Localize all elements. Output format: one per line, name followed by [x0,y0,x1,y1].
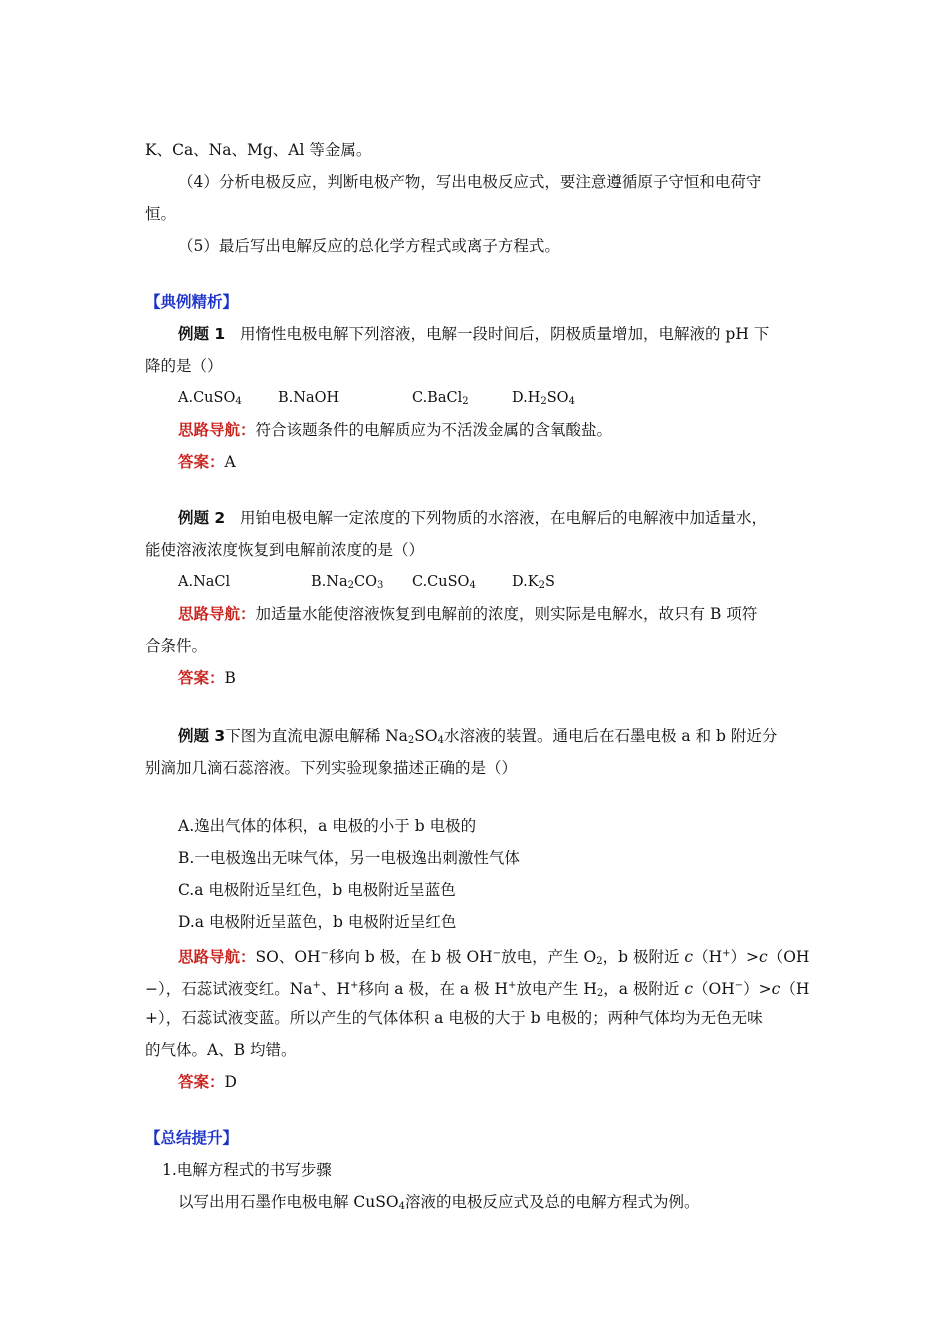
continuation-line: K、Ca、Na、Mg、Al 等金属。 [145,141,372,159]
answer-label: 答案： [178,453,225,471]
step-4-line-cont: 恒。 [145,205,177,223]
example-1-guide [178,420,612,440]
answer-value: D [224,1073,237,1091]
example-2-question-cont: 能使溶液浓度恢复到电解前浓度的是（） [145,541,425,559]
example-3-label: 例题 3 [178,727,226,745]
example-3-answer [178,1072,237,1092]
summary-item-1: 1.电解方程式的书写步骤 [162,1161,332,1179]
example-1-question-text: 用惰性电极电解下列溶液，电解一段时间后，阴极质量增加，电解液的 pH 下 [239,325,770,343]
guide-text: 符合该题条件的电解质应为不活泼金属的含氧酸盐。 [255,421,613,439]
example-3-guide-line-3: +），石蕊试液变蓝。所以产生的气体体积 a 电极的大于 b 电极的；两种气体均为无色无味 [145,1009,763,1027]
answer-value: A [224,453,236,471]
example-2-answer [178,668,236,688]
example-3-option-d: D.a 电极附近呈蓝色，b 电极附近呈红色 [178,913,457,931]
example-2-option-c: C.CuSO$_4$ [412,574,476,591]
summary-item-1-detail: 以写出用石墨作电极电解 CuSO$_4$溶液的电极反应式及总的电解方程式为例。 [178,1193,700,1212]
example-1-option-d: $D.H_2SO_4$ [512,390,575,407]
example-2-question [178,508,767,528]
example-3-question-cont: 别滴加几滴石蕊溶液。下列实验现象描述正确的是（） [145,759,518,777]
example-1-option-c: C.BaCl$_2$ [412,390,469,407]
example-2-option-a: A.NaCl [178,574,231,590]
example-1-question [178,324,769,344]
example-1-answer [178,452,236,472]
section-heading-summary: 【总结提升】 [145,1129,239,1147]
example-1-option-b: B.NaOH [278,390,340,406]
example-3-option-c: C.a 电极附近呈红色，b 电极附近呈蓝色 [178,881,456,899]
example-1-question-cont: 降的是（） [145,357,223,375]
example-3-question: 例题 3下图为直流电源电解稀 $Na_2SO_4$水溶液的装置。通电后在石墨电极 a 和 b 附近分 [178,727,778,746]
guide-label: 思路导航： [178,421,256,439]
guide-text: 加适量水能使溶液恢复到电解前的浓度，则实际是电解水，故只有 B 项符 [255,605,758,623]
example-2-option-d: $D.K_2S$ [512,574,555,591]
step-4-line: （4）分析电极反应，判断电极产物，写出电极反应式，要注意遵循原子守恒和电荷守 [178,173,762,191]
example-1-option-a: A.CuSO$_4$ [178,390,242,407]
example-3-option-b: B.一电极逸出无味气体，另一电极逸出刺激性气体 [178,849,520,867]
example-1-label: 例题 1 [178,325,226,343]
answer-label: 答案： [178,1073,225,1091]
example-2-question-text: 用铂电极电解一定浓度的下列物质的水溶液，在电解后的电解液中加适量水， [239,509,767,527]
answer-label: 答案： [178,669,225,687]
example-2-option-b: $B.Na_2CO_3$ [311,574,384,591]
example-2-guide-cont: 合条件。 [145,637,208,655]
section-heading-examples: 【典例精析】 [145,293,239,311]
example-2-label: 例题 2 [178,509,226,527]
guide-label: 思路导航： [178,605,256,623]
example-3-guide-line-2: −），石蕊试液变红。Na+、H+移向 a 极，在 a 极 H+放电产生 $H_2$，a 极附近 c（OH−）>c（H [145,980,810,999]
example-3-option-a: A.逸出气体的体积，a 电极的小于 b 电极的 [178,817,477,835]
step-5-line: （5）最后写出电解反应的总化学方程式或离子方程式。 [178,237,560,255]
example-3-guide-line-4: 的气体。A、B 均错。 [145,1041,297,1059]
example-2-guide [178,604,757,624]
example-3-guide: 思路导航：SO、OH−移向 b 极，在 b 极 OH−放电，产生 $O_2$，b 极附近 c（H+）>c（OH [178,948,810,967]
guide-label: 思路导航： [178,948,256,966]
answer-value: B [224,669,236,687]
